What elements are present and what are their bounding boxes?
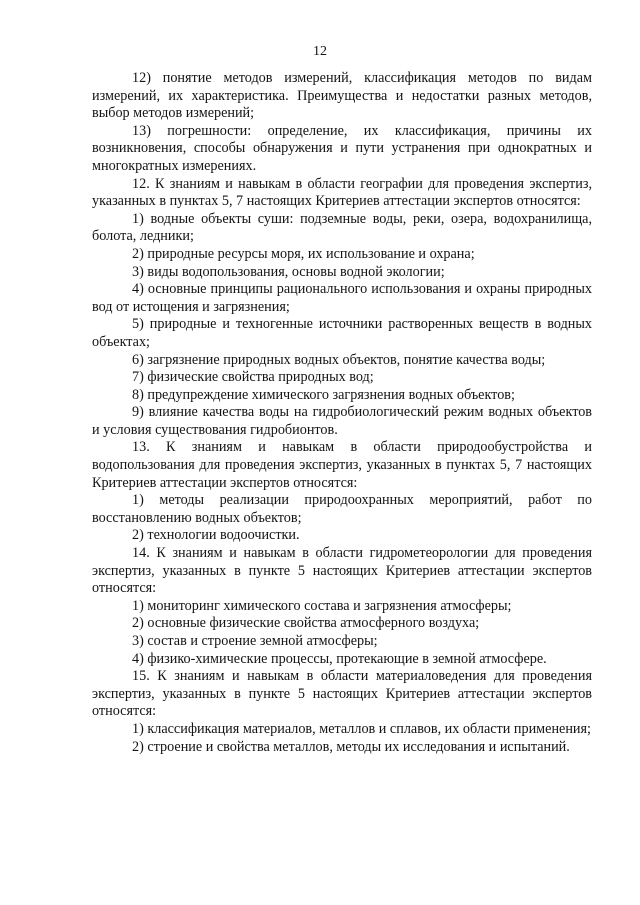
document-body xyxy=(92,70,592,756)
paragraph: 2) строение и свойства металлов, методы их исследования и испытаний. xyxy=(132,738,570,755)
paragraph: 9) влияние качества воды на гидробиологический режим водных объектов и условия существования гидробионтов. xyxy=(92,404,592,438)
paragraph: 3) состав и строение земной атмосферы; xyxy=(132,633,378,649)
paragraph: 5) природные и техногенные источники растворенных веществ в водных объектах; xyxy=(92,316,592,350)
paragraph: 1) методы реализации природоохранных мероприятий, работ по восстановлению водных объектов; xyxy=(92,492,592,526)
paragraph: 1) классификация материалов, металлов и сплавов, их области применения; xyxy=(132,720,591,737)
page-number: 12 xyxy=(313,44,327,59)
paragraph: 1) водные объекты суши: подземные воды, реки, озера, водохранилища, болота, ледники; xyxy=(92,210,592,245)
paragraph: 2) природные ресурсы моря, их использование и охрана; xyxy=(132,245,475,262)
paragraph: 4) основные принципы рационального использования и охраны природных вод от истощения и загрязнения; xyxy=(92,281,592,315)
paragraph: 2) основные физические свойства атмосферного воздуха; xyxy=(132,615,480,632)
paragraph: 3) виды водопользования, основы водной экологии; xyxy=(132,263,445,280)
paragraph: 1) мониторинг химического состава и загрязнения атмосферы; xyxy=(132,597,512,614)
paragraph: 15. К знаниям и навыкам в области материаловедения для проведения экспертиз, указанных в пункте 5 настоящих Критериев аттестации экспертов относятся: xyxy=(92,668,592,720)
paragraph: 14. К знаниям и навыкам в области гидрометеорологии для проведения экспертиз, указанных в пункте 5 настоящих Критериев аттестации экспертов относятся: xyxy=(92,545,592,597)
paragraph: 4) физико-химические процессы, протекающие в земной атмосфере. xyxy=(132,650,547,667)
paragraph: 8) предупреждение химического загрязнения водных объектов; xyxy=(132,386,515,403)
paragraph: 13. К знаниям и навыкам в области природообустройства и водопользования для проведения экспертиз, указанных в пунктах 5, 7 настоящих Критериев аттестации экспертов относятся: xyxy=(92,439,592,491)
paragraph: 13) погрешности: определение, их классификация, причины их возникновения, способы обнаружения и пути устранения при однократных и многократных измерениях. xyxy=(92,122,592,174)
paragraph: 12) понятие методов измерений, классификация методов по видам измерений, их характеристика. Преимущества и недостатки разных методов, выбор методов измерений; xyxy=(92,70,592,122)
paragraph: 7) физические свойства природных вод; xyxy=(132,369,374,386)
paragraph: 6) загрязнение природных водных объектов, понятие качества воды; xyxy=(132,351,546,368)
paragraph: 2) технологии водоочистки. xyxy=(132,527,300,544)
paragraph: 12. К знаниям и навыкам в области географии для проведения экспертиз, указанных в пунктах 5, 7 настоящих Критериев аттестации экспертов относятся: xyxy=(92,175,592,210)
